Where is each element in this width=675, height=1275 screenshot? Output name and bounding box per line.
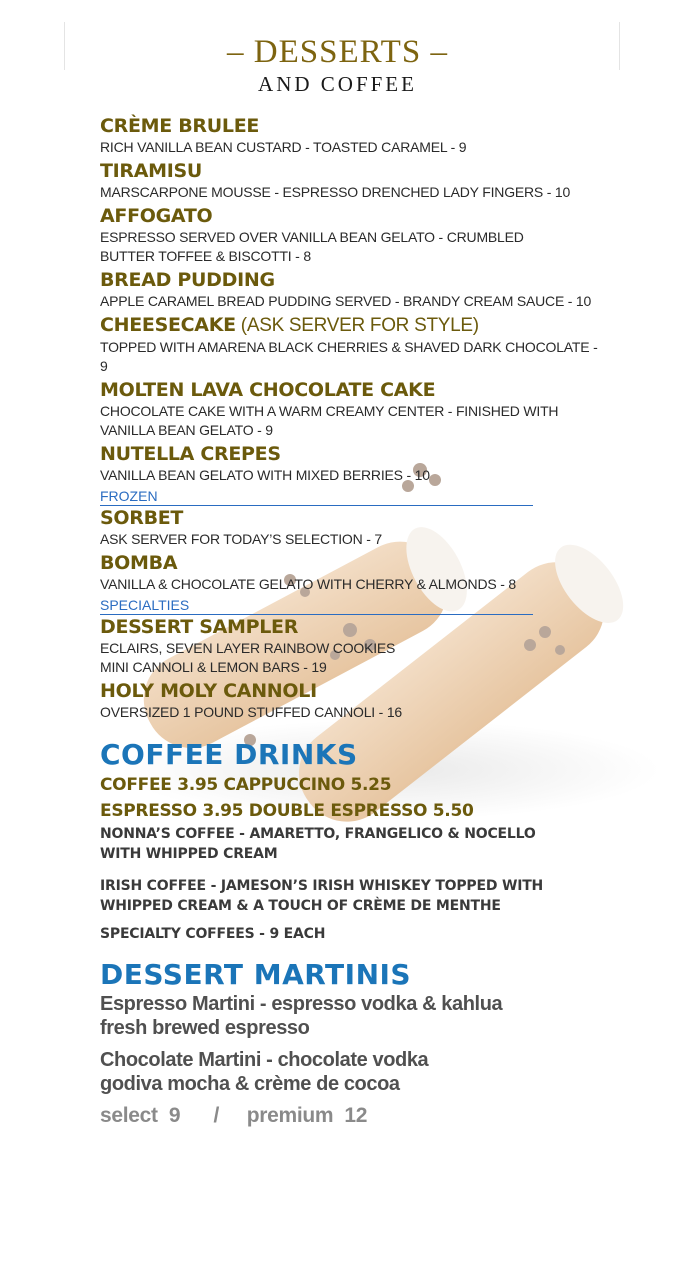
menu-item [100, 114, 600, 157]
menu-item [100, 268, 600, 311]
price-select: select 9 [100, 1104, 181, 1127]
item-description: ESPRESSO SERVED OVER VANILLA BEAN GELATO - CRUMBLED BUTTER TOFFEE & BISCOTTI - 8 [100, 229, 524, 264]
item-name [100, 313, 600, 338]
martini-line: godiva mocha & crème de cocoa [100, 1073, 400, 1095]
item-description: VANILLA & CHOCOLATE GELATO WITH CHERRY & ALMONDS - 8 [100, 576, 516, 592]
item-description: CHOCOLATE CAKE WITH A WARM CREAMY CENTER - FINISHED WITH VANILLA BEAN GELATO - 9 [100, 403, 559, 438]
dessert-martinis-heading: DESSERT MARTINIS [100, 958, 412, 991]
section-link-frozen[interactable]: FROZEN [100, 487, 533, 506]
chocolate-martini [100, 1048, 600, 1096]
item-name: NUTELLA CREPES [100, 443, 281, 465]
item-description: ASK SERVER FOR TODAY’S SELECTION - 7 [100, 531, 382, 547]
item-description: RICH VANILLA BEAN CUSTARD - TOASTED CARAMEL - 9 [100, 139, 467, 155]
item-description: OVERSIZED 1 POUND STUFFED CANNOLI - 16 [100, 704, 403, 720]
menu-item [100, 159, 600, 202]
item-name-text: CHEESECAKE [100, 314, 236, 336]
espresso-martini [100, 992, 600, 1040]
item-name: TIRAMISU [100, 160, 203, 182]
menu-item [100, 313, 600, 376]
coffee-drinks-heading: COFFEE DRINKS [100, 738, 358, 771]
martini-line: Chocolate Martini - chocolate vodka [100, 1049, 429, 1071]
martini-line: fresh brewed espresso [100, 1017, 310, 1039]
item-name: AFFOGATO [100, 205, 213, 227]
menu-item [100, 679, 600, 722]
menu-item [100, 615, 600, 677]
item-description: VANILLA BEAN GELATO WITH MIXED BERRIES - 10 [100, 467, 430, 483]
nonna-coffee: NONNA’S COFFEE - AMARETTO, FRANGELICO & NOCELLO WITH WHIPPED CREAM [100, 826, 536, 862]
item-note: (ASK SERVER FOR STYLE) [235, 315, 479, 336]
item-description: MARSCARPONE MOUSSE - ESPRESSO DRENCHED LADY FINGERS - 10 [100, 184, 571, 200]
menu-item [100, 204, 600, 266]
item-name: DESSERT SAMPLER [100, 616, 299, 638]
menu-item [100, 551, 600, 594]
menu-content [100, 114, 600, 1128]
item-description: ECLAIRS, SEVEN LAYER RAINBOW COOKIES MINI CANNOLI & LEMON BARS - 19 [100, 640, 396, 675]
price-separator: / [213, 1104, 219, 1127]
item-name: BOMBA [100, 552, 178, 574]
irish-coffee: IRISH COFFEE - JAMESON’S IRISH WHISKEY TOPPED WITH WHIPPED CREAM & A TOUCH OF CRÈME DE MENTHE [100, 878, 544, 914]
item-name: MOLTEN LAVA CHOCOLATE CAKE [100, 379, 436, 401]
item-name: BREAD PUDDING [100, 269, 275, 291]
menu-item [100, 442, 600, 485]
price-premium: premium 12 [246, 1104, 368, 1127]
item-name: HOLY MOLY CANNOLI [100, 680, 317, 702]
menu-title: – DESSERTS – [227, 34, 448, 70]
item-name: SORBET [100, 507, 184, 529]
item-description: TOPPED WITH AMARENA BLACK CHERRIES & SHAVED DARK CHOCOLATE - 9 [100, 339, 598, 374]
specialty-coffees: SPECIALTY COFFEES - 9 EACH [100, 926, 326, 942]
section-link-specialties[interactable]: SPECIALTIES [100, 596, 533, 615]
item-description: APPLE CARAMEL BREAD PUDDING SERVED - BRANDY CREAM SAUCE - 10 [100, 293, 592, 309]
item-name: CRÈME BRULEE [100, 115, 260, 137]
menu-item [100, 506, 600, 549]
menu-subtitle: AND COFFEE [258, 72, 417, 96]
espresso-price-line: ESPRESSO 3.95 DOUBLE ESPRESSO 5.50 [100, 801, 474, 821]
martini-line: Espresso Martini - espresso vodka & kahlua [100, 993, 503, 1015]
menu-item [100, 378, 600, 440]
martini-price-line [100, 1104, 600, 1128]
coffee-price-line: COFFEE 3.95 CAPPUCCINO 5.25 [100, 775, 392, 795]
